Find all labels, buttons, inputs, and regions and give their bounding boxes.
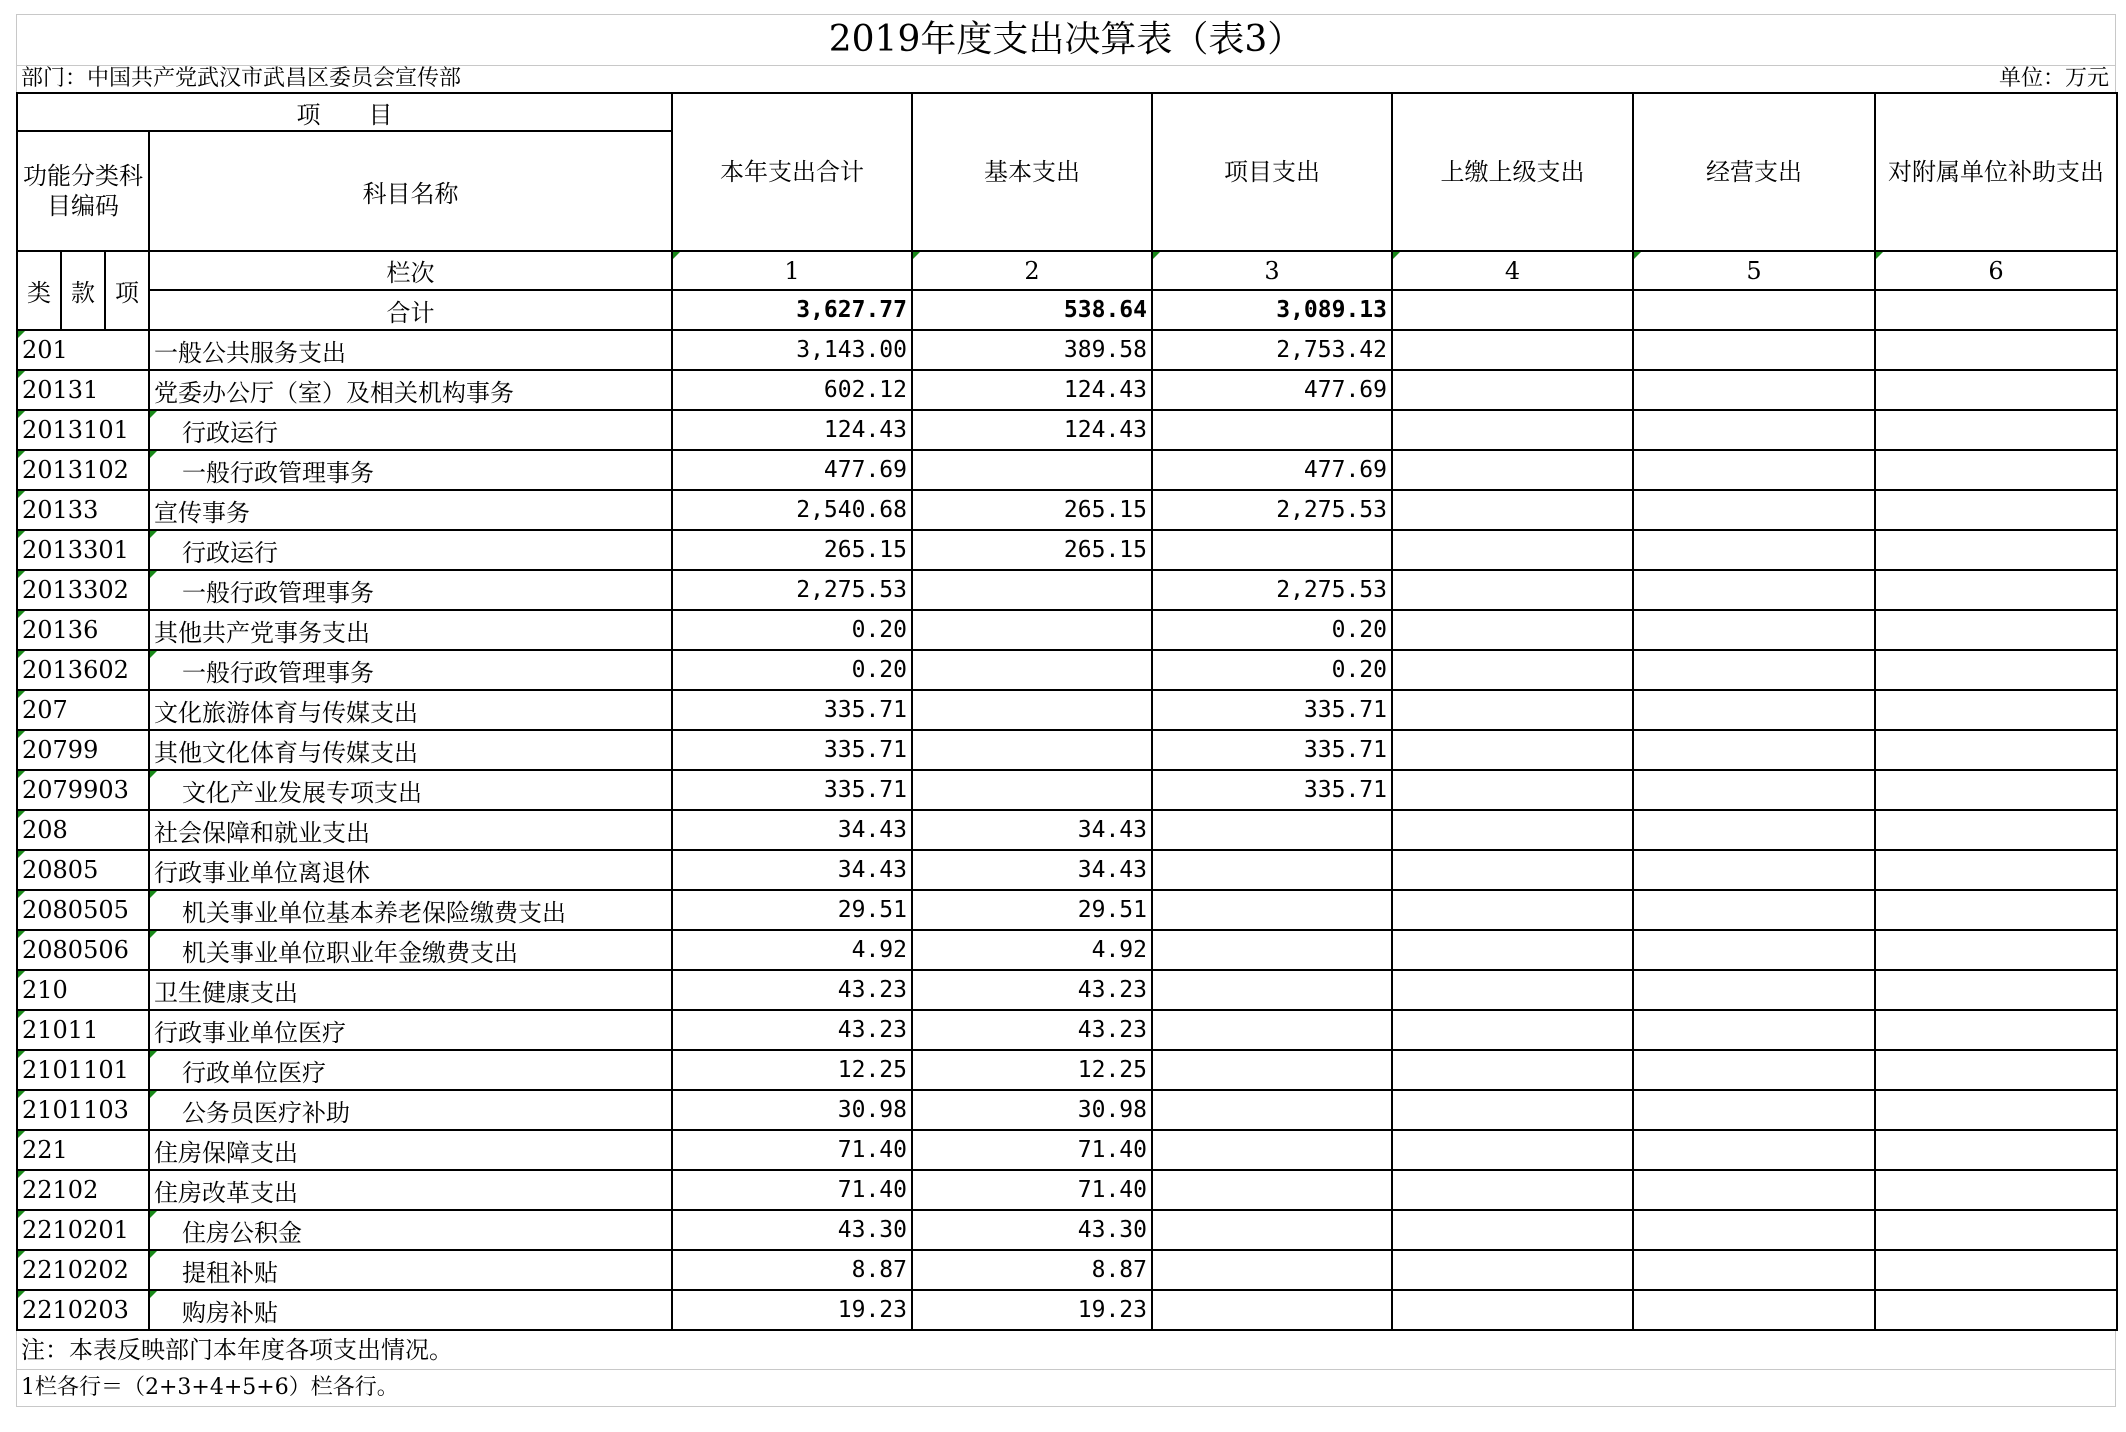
row-value-6 — [1875, 490, 2117, 530]
row-subject-name: 一般行政管理事务 — [149, 570, 672, 610]
row-value-1: 29.51 — [672, 890, 912, 930]
row-code: 20133 — [17, 490, 149, 530]
row-value-2: 29.51 — [912, 890, 1152, 930]
row-value-2: 19.23 — [912, 1290, 1152, 1330]
row-value-4 — [1392, 490, 1633, 530]
row-value-2: 124.43 — [912, 370, 1152, 410]
table-row — [17, 770, 2117, 810]
row-subject-name: 文化产业发展专项支出 — [149, 770, 672, 810]
row-value-6 — [1875, 1090, 2117, 1130]
row-value-4 — [1392, 570, 1633, 610]
row-value-2: 43.30 — [912, 1210, 1152, 1250]
table-row — [17, 530, 2117, 570]
table-row — [17, 970, 2117, 1010]
row-value-5 — [1633, 570, 1875, 610]
row-value-4 — [1392, 1250, 1633, 1290]
row-value-6 — [1875, 1010, 2117, 1050]
row-value-5 — [1633, 1090, 1875, 1130]
row-value-3 — [1152, 1010, 1392, 1050]
row-value-1: 8.87 — [672, 1250, 912, 1290]
row-value-5 — [1633, 690, 1875, 730]
row-value-3 — [1152, 1250, 1392, 1290]
row-value-3 — [1152, 1130, 1392, 1170]
header-col-1: 本年支出合计 — [672, 93, 912, 251]
table-row — [17, 610, 2117, 650]
row-value-1: 71.40 — [672, 1130, 912, 1170]
row-code: 2013102 — [17, 450, 149, 490]
row-value-4 — [1392, 1050, 1633, 1090]
row-value-3 — [1152, 930, 1392, 970]
table-row — [17, 1290, 2117, 1330]
row-value-3 — [1152, 1290, 1392, 1330]
row-value-1: 3,143.00 — [672, 330, 912, 370]
row-value-1: 477.69 — [672, 450, 912, 490]
row-value-4 — [1392, 530, 1633, 570]
row-value-6 — [1875, 850, 2117, 890]
row-code: 2101103 — [17, 1090, 149, 1130]
row-code: 2210202 — [17, 1250, 149, 1290]
row-value-4 — [1392, 770, 1633, 810]
header-col-4: 上缴上级支出 — [1392, 93, 1633, 251]
row-value-6 — [1875, 1130, 2117, 1170]
row-value-1: 43.23 — [672, 970, 912, 1010]
table-row — [17, 650, 2117, 690]
table-row — [17, 1050, 2117, 1090]
row-value-3 — [1152, 1170, 1392, 1210]
total-value-3: 3,089.13 — [1152, 290, 1392, 330]
row-value-4 — [1392, 810, 1633, 850]
row-value-3: 477.69 — [1152, 370, 1392, 410]
row-value-5 — [1633, 930, 1875, 970]
row-value-2: 4.92 — [912, 930, 1152, 970]
row-value-3 — [1152, 1210, 1392, 1250]
row-value-4 — [1392, 370, 1633, 410]
col-number-3: 3 — [1152, 251, 1392, 290]
row-value-5 — [1633, 1010, 1875, 1050]
col-number-1: 1 — [672, 251, 912, 290]
row-value-3 — [1152, 1050, 1392, 1090]
table-row — [17, 730, 2117, 770]
total-value-4 — [1392, 290, 1633, 330]
row-value-1: 335.71 — [672, 730, 912, 770]
row-value-2: 71.40 — [912, 1170, 1152, 1210]
row-subject-name: 购房补贴 — [149, 1290, 672, 1330]
row-subject-name: 提租补贴 — [149, 1250, 672, 1290]
row-value-6 — [1875, 890, 2117, 930]
row-value-1: 19.23 — [672, 1290, 912, 1330]
row-value-5 — [1633, 770, 1875, 810]
table-row — [17, 1250, 2117, 1290]
row-value-5 — [1633, 730, 1875, 770]
row-value-1: 0.20 — [672, 650, 912, 690]
row-value-5 — [1633, 410, 1875, 450]
row-value-5 — [1633, 490, 1875, 530]
row-value-5 — [1633, 330, 1875, 370]
row-value-6 — [1875, 690, 2117, 730]
row-value-1: 30.98 — [672, 1090, 912, 1130]
row-value-6 — [1875, 770, 2117, 810]
row-value-6 — [1875, 810, 2117, 850]
row-subject-name: 党委办公厅（室）及相关机构事务 — [149, 370, 672, 410]
row-code: 20799 — [17, 730, 149, 770]
table-row — [17, 890, 2117, 930]
row-value-1: 34.43 — [672, 810, 912, 850]
table-row — [17, 450, 2117, 490]
row-value-4 — [1392, 1130, 1633, 1170]
row-value-2: 389.58 — [912, 330, 1152, 370]
row-value-2: 34.43 — [912, 810, 1152, 850]
header-col-2: 基本支出 — [912, 93, 1152, 251]
row-code: 22102 — [17, 1170, 149, 1210]
row-value-4 — [1392, 1290, 1633, 1330]
total-row — [17, 290, 2117, 330]
row-value-2: 124.43 — [912, 410, 1152, 450]
report-meta — [16, 65, 2116, 92]
row-value-3 — [1152, 1090, 1392, 1130]
row-value-6 — [1875, 1250, 2117, 1290]
row-value-3 — [1152, 530, 1392, 570]
row-value-6 — [1875, 730, 2117, 770]
row-value-5 — [1633, 610, 1875, 650]
row-value-4 — [1392, 330, 1633, 370]
row-value-3 — [1152, 410, 1392, 450]
row-value-5 — [1633, 1210, 1875, 1250]
header-kuan: 款 — [61, 251, 105, 330]
row-code: 2080505 — [17, 890, 149, 930]
table-row — [17, 1130, 2117, 1170]
row-code: 201 — [17, 330, 149, 370]
row-code: 2210201 — [17, 1210, 149, 1250]
row-subject-name: 卫生健康支出 — [149, 970, 672, 1010]
row-value-4 — [1392, 410, 1633, 450]
row-value-4 — [1392, 850, 1633, 890]
row-code: 20805 — [17, 850, 149, 890]
row-value-3 — [1152, 810, 1392, 850]
row-value-6 — [1875, 410, 2117, 450]
row-value-1: 2,275.53 — [672, 570, 912, 610]
row-value-6 — [1875, 1050, 2117, 1090]
row-value-5 — [1633, 890, 1875, 930]
row-subject-name: 机关事业单位基本养老保险缴费支出 — [149, 890, 672, 930]
row-value-3 — [1152, 970, 1392, 1010]
row-subject-name: 住房保障支出 — [149, 1130, 672, 1170]
row-value-4 — [1392, 450, 1633, 490]
row-subject-name: 住房公积金 — [149, 1210, 672, 1250]
col-number-5: 5 — [1633, 251, 1875, 290]
table-row — [17, 1210, 2117, 1250]
total-value-1: 3,627.77 — [672, 290, 912, 330]
row-subject-name: 行政事业单位医疗 — [149, 1010, 672, 1050]
row-code: 2101101 — [17, 1050, 149, 1090]
row-value-4 — [1392, 1010, 1633, 1050]
row-value-3 — [1152, 890, 1392, 930]
row-value-1: 2,540.68 — [672, 490, 912, 530]
table-row — [17, 570, 2117, 610]
col-number-2: 2 — [912, 251, 1152, 290]
row-value-2: 30.98 — [912, 1090, 1152, 1130]
row-value-5 — [1633, 450, 1875, 490]
total-value-2: 538.64 — [912, 290, 1152, 330]
row-value-4 — [1392, 610, 1633, 650]
table-row — [17, 930, 2117, 970]
row-value-6 — [1875, 650, 2117, 690]
row-value-3: 477.69 — [1152, 450, 1392, 490]
total-value-6 — [1875, 290, 2117, 330]
department-label: 部门：中国共产党武汉市武昌区委员会宣传部 — [21, 66, 462, 91]
row-subject-name: 一般公共服务支出 — [149, 330, 672, 370]
row-code: 2013301 — [17, 530, 149, 570]
row-subject-name: 公务员医疗补助 — [149, 1090, 672, 1130]
expenditure-table — [16, 92, 2118, 1331]
row-value-3 — [1152, 850, 1392, 890]
row-value-1: 4.92 — [672, 930, 912, 970]
header-lei: 类 — [17, 251, 61, 330]
header-subject-name: 科目名称 — [149, 131, 672, 251]
table-row — [17, 370, 2117, 410]
row-value-1: 43.23 — [672, 1010, 912, 1050]
row-value-2 — [912, 690, 1152, 730]
header-lanci: 栏次 — [149, 251, 672, 290]
row-value-4 — [1392, 970, 1633, 1010]
row-value-6 — [1875, 370, 2117, 410]
row-value-5 — [1633, 1130, 1875, 1170]
row-value-4 — [1392, 1210, 1633, 1250]
row-value-5 — [1633, 1050, 1875, 1090]
row-subject-name: 文化旅游体育与传媒支出 — [149, 690, 672, 730]
row-value-1: 265.15 — [672, 530, 912, 570]
row-value-4 — [1392, 1170, 1633, 1210]
row-value-6 — [1875, 610, 2117, 650]
row-value-2 — [912, 770, 1152, 810]
row-value-6 — [1875, 1210, 2117, 1250]
row-value-1: 12.25 — [672, 1050, 912, 1090]
header-col-6: 对附属单位补助支出 — [1875, 93, 2117, 251]
row-code: 208 — [17, 810, 149, 850]
header-col-3: 项目支出 — [1152, 93, 1392, 251]
row-value-6 — [1875, 1170, 2117, 1210]
row-value-2: 265.15 — [912, 490, 1152, 530]
row-value-3: 335.71 — [1152, 690, 1392, 730]
row-value-2 — [912, 610, 1152, 650]
row-value-6 — [1875, 1290, 2117, 1330]
row-subject-name: 一般行政管理事务 — [149, 450, 672, 490]
row-code: 20136 — [17, 610, 149, 650]
row-code: 21011 — [17, 1010, 149, 1050]
row-value-1: 34.43 — [672, 850, 912, 890]
row-code: 210 — [17, 970, 149, 1010]
row-subject-name: 宣传事务 — [149, 490, 672, 530]
row-value-2: 34.43 — [912, 850, 1152, 890]
table-row — [17, 850, 2117, 890]
table-row — [17, 410, 2117, 450]
row-value-1: 335.71 — [672, 770, 912, 810]
header-item: 项 目 — [17, 93, 672, 131]
table-row — [17, 490, 2117, 530]
row-code: 2079903 — [17, 770, 149, 810]
row-code: 20131 — [17, 370, 149, 410]
table-row — [17, 810, 2117, 850]
row-value-1: 602.12 — [672, 370, 912, 410]
row-value-2 — [912, 730, 1152, 770]
row-value-2: 12.25 — [912, 1050, 1152, 1090]
row-value-6 — [1875, 530, 2117, 570]
row-value-4 — [1392, 930, 1633, 970]
row-value-5 — [1633, 1170, 1875, 1210]
row-value-2: 43.23 — [912, 1010, 1152, 1050]
row-value-5 — [1633, 810, 1875, 850]
row-subject-name: 行政运行 — [149, 530, 672, 570]
row-code: 2080506 — [17, 930, 149, 970]
row-value-1: 43.30 — [672, 1210, 912, 1250]
row-value-3: 335.71 — [1152, 730, 1392, 770]
row-value-6 — [1875, 450, 2117, 490]
row-value-3: 2,275.53 — [1152, 570, 1392, 610]
row-value-2: 265.15 — [912, 530, 1152, 570]
row-subject-name: 机关事业单位职业年金缴费支出 — [149, 930, 672, 970]
header-col-5: 经营支出 — [1633, 93, 1875, 251]
row-value-6 — [1875, 930, 2117, 970]
table-row — [17, 1010, 2117, 1050]
note-1: 注：本表反映部门本年度各项支出情况。 — [16, 1331, 2116, 1370]
row-value-5 — [1633, 1250, 1875, 1290]
row-value-3: 2,753.42 — [1152, 330, 1392, 370]
table-row — [17, 690, 2117, 730]
unit-label: 单位：万元 — [1998, 66, 2109, 91]
row-value-3: 2,275.53 — [1152, 490, 1392, 530]
row-value-1: 335.71 — [672, 690, 912, 730]
row-subject-name: 行政运行 — [149, 410, 672, 450]
row-value-5 — [1633, 650, 1875, 690]
row-code: 2210203 — [17, 1290, 149, 1330]
header-row-item — [17, 93, 2117, 131]
row-value-3: 0.20 — [1152, 610, 1392, 650]
row-value-3: 335.71 — [1152, 770, 1392, 810]
header-xiang: 项 — [105, 251, 149, 330]
row-value-4 — [1392, 730, 1633, 770]
row-value-3: 0.20 — [1152, 650, 1392, 690]
row-value-2: 8.87 — [912, 1250, 1152, 1290]
row-subject-name: 其他文化体育与传媒支出 — [149, 730, 672, 770]
report-sheet — [16, 14, 2116, 1407]
row-subject-name: 住房改革支出 — [149, 1170, 672, 1210]
row-code: 221 — [17, 1130, 149, 1170]
col-number-6: 6 — [1875, 251, 2117, 290]
row-code: 2013101 — [17, 410, 149, 450]
row-value-2 — [912, 650, 1152, 690]
row-value-4 — [1392, 1090, 1633, 1130]
row-value-5 — [1633, 850, 1875, 890]
row-value-1: 0.20 — [672, 610, 912, 650]
table-row — [17, 1170, 2117, 1210]
table-row — [17, 1090, 2117, 1130]
row-value-5 — [1633, 370, 1875, 410]
row-value-6 — [1875, 970, 2117, 1010]
row-value-5 — [1633, 1290, 1875, 1330]
row-subject-name: 行政单位医疗 — [149, 1050, 672, 1090]
row-value-1: 71.40 — [672, 1170, 912, 1210]
row-subject-name: 行政事业单位离退休 — [149, 850, 672, 890]
total-label: 合计 — [149, 290, 672, 330]
row-subject-name: 一般行政管理事务 — [149, 650, 672, 690]
note-2: 1栏各行＝（2+3+4+5+6）栏各行。 — [16, 1370, 2116, 1407]
row-value-6 — [1875, 330, 2117, 370]
row-value-2 — [912, 450, 1152, 490]
row-code: 2013602 — [17, 650, 149, 690]
row-value-6 — [1875, 570, 2117, 610]
row-value-4 — [1392, 890, 1633, 930]
header-func-code: 功能分类科目编码 — [17, 131, 149, 251]
row-value-4 — [1392, 690, 1633, 730]
table-row — [17, 330, 2117, 370]
row-value-2 — [912, 570, 1152, 610]
row-subject-name: 其他共产党事务支出 — [149, 610, 672, 650]
row-subject-name: 社会保障和就业支出 — [149, 810, 672, 850]
row-value-5 — [1633, 970, 1875, 1010]
report-title: 2019年度支出决算表（表3） — [16, 14, 2116, 65]
row-value-4 — [1392, 650, 1633, 690]
row-value-1: 124.43 — [672, 410, 912, 450]
row-value-2: 71.40 — [912, 1130, 1152, 1170]
total-value-5 — [1633, 290, 1875, 330]
col-number-4: 4 — [1392, 251, 1633, 290]
row-value-2: 43.23 — [912, 970, 1152, 1010]
row-code: 2013302 — [17, 570, 149, 610]
row-value-5 — [1633, 530, 1875, 570]
header-row-lanci — [17, 251, 2117, 290]
row-code: 207 — [17, 690, 149, 730]
table-body — [17, 93, 2117, 1330]
